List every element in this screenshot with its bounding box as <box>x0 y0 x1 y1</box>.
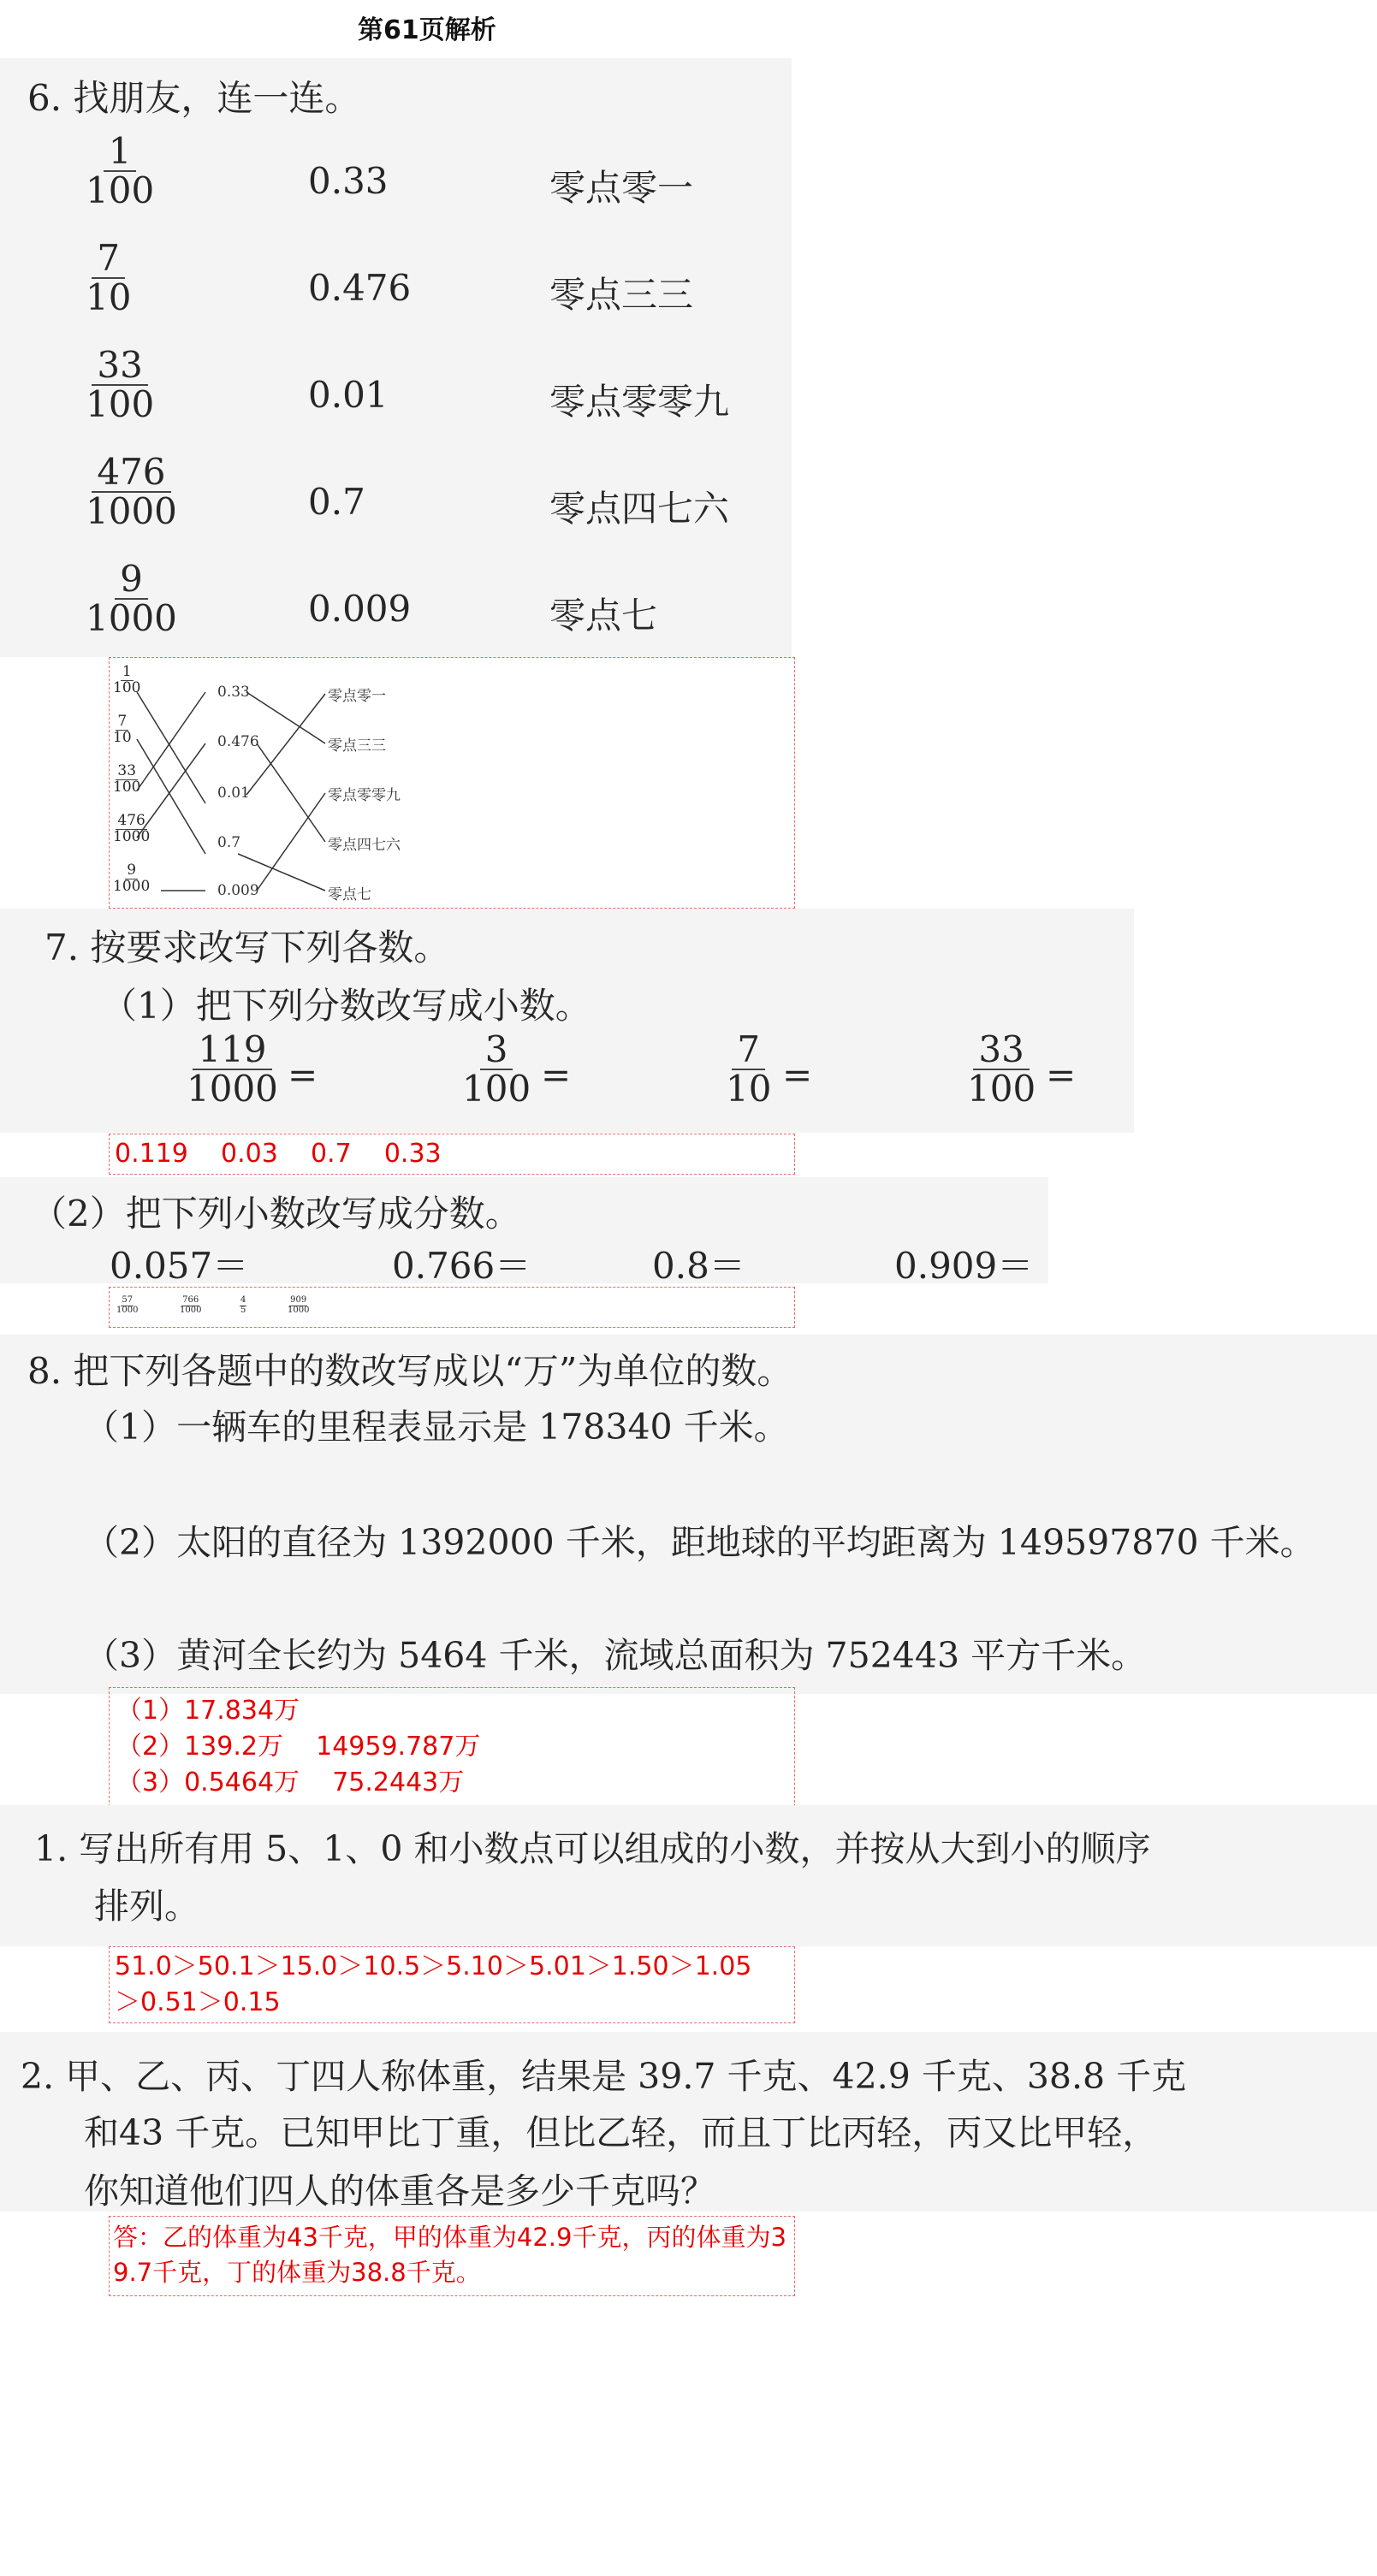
q8-title: 8. 把下列各题中的数改写成以“万”为单位的数。 <box>27 1350 793 1392</box>
line-dec1-read2 <box>246 692 325 743</box>
mini-fraction-3-numerator: 33 <box>117 762 137 779</box>
mini-reading-4: 零点四七六 <box>328 837 401 854</box>
page-title: 第61页解析 <box>358 15 496 45</box>
q7-part1-answer: 0.119 0.03 0.7 0.33 <box>115 1139 442 1169</box>
q6-fraction-5-numerator: 9 <box>115 560 148 600</box>
p1-text-line1: 1. 写出所有用 5、1、0 和小数点可以组成的小数，并按从大到小的顺序 <box>34 1828 1151 1869</box>
q7-part1-equals-3: = <box>782 1054 813 1096</box>
mini-fraction-2-numerator: 7 <box>117 713 128 730</box>
q8-answer-box <box>109 1687 795 1807</box>
q6-title: 6. 找朋友，连一连。 <box>27 77 361 119</box>
line-dec4-read5 <box>238 854 325 891</box>
mini-fraction-3-denominator: 100 <box>113 778 141 796</box>
q6-fraction-3-numerator: 33 <box>92 346 147 386</box>
q7-part2-answer-2-denominator: 1000 <box>180 1305 202 1315</box>
q6-fraction-1-denominator: 100 <box>86 169 155 212</box>
q8-item-1: （1）一辆车的里程表显示是 178340 千米。 <box>84 1406 789 1448</box>
q7-part2-answer-1 <box>116 1296 138 1315</box>
q6-fraction-5 <box>86 558 177 640</box>
q7-part1-fraction-4 <box>967 1028 1036 1110</box>
q6-fraction-2 <box>86 237 132 319</box>
p1-answer-box <box>109 1946 795 2023</box>
mini-decimal-4: 0.7 <box>217 834 241 851</box>
q6-fraction-3 <box>86 344 155 426</box>
q7-part2-item-2: 0.766＝ <box>392 1245 531 1287</box>
q6-reading-2: 零点三三 <box>549 274 694 316</box>
q7-part1-fraction-1-denominator: 1000 <box>187 1068 278 1110</box>
q6-reading-3: 零点零零九 <box>549 381 730 423</box>
mini-reading-5: 零点七 <box>328 886 371 903</box>
q7-part1-fraction-4-numerator: 33 <box>973 1031 1029 1070</box>
q7-part1-equals-2: = <box>541 1054 572 1096</box>
q7-part2-item-1: 0.057＝ <box>110 1245 249 1287</box>
p1-answer-line1: 51.0＞50.1＞15.0＞10.5＞5.10＞5.01＞1.50＞1.05 <box>115 1951 752 1981</box>
q7-part2-label: （2）把下列小数改写成分数。 <box>31 1193 521 1235</box>
q6-decimal-3: 0.01 <box>308 374 389 416</box>
p1-text-line2: 排列。 <box>94 1886 199 1927</box>
q6-decimal-4: 0.7 <box>308 481 365 523</box>
mini-decimal-3: 0.01 <box>217 785 250 802</box>
q7-part1-fraction-2-numerator: 3 <box>480 1031 513 1070</box>
mini-fraction-1-denominator: 100 <box>113 678 141 696</box>
q7-part1-fraction-1 <box>187 1028 278 1110</box>
q7-part1-fraction-4-denominator: 100 <box>967 1068 1036 1110</box>
q6-fraction-1-numerator: 1 <box>104 133 137 172</box>
line-frac3-dec1 <box>137 692 205 791</box>
q7-part2-answer-4-denominator: 1000 <box>288 1305 310 1315</box>
q7-part1-fraction-2 <box>462 1028 531 1110</box>
mini-fraction-4-denominator: 1000 <box>113 827 151 845</box>
p2-text-line2: 和43 千克。已知甲比丁重，但比乙轻，而且丁比丙轻，丙又比甲轻， <box>84 2112 1158 2153</box>
q8-item-3: （3）黄河全长约为 5464 千米，流域总面积为 752443 平方千米。 <box>84 1635 1147 1676</box>
q6-answer-box <box>109 657 795 909</box>
q6-fraction-3-denominator: 100 <box>86 383 155 426</box>
q6-fraction-1 <box>86 130 155 212</box>
mini-fraction-2-denominator: 10 <box>113 728 132 746</box>
q7-part1-fraction-3 <box>726 1028 772 1110</box>
mini-decimal-1: 0.33 <box>217 684 250 701</box>
q6-decimal-2: 0.476 <box>308 267 412 309</box>
q7-part2-answer-2 <box>180 1296 201 1315</box>
line-frac2-dec4 <box>137 739 205 854</box>
q7-part2-answer-4-numerator: 909 <box>290 1295 307 1305</box>
mini-fraction-1-numerator: 1 <box>122 663 132 680</box>
mini-fraction-4-numerator: 476 <box>117 812 145 829</box>
q7-part1-fraction-3-denominator: 10 <box>726 1068 772 1110</box>
q7-part2-answer-3-denominator: 5 <box>240 1305 246 1315</box>
q7-part1-fraction-1-numerator: 119 <box>193 1031 271 1070</box>
q7-part1-label: （1）把下列分数改写成小数。 <box>101 985 591 1027</box>
q7-part2-answer-2-numerator: 766 <box>182 1295 199 1305</box>
q7-part1-fraction-3-numerator: 7 <box>732 1031 765 1070</box>
q6-reading-1: 零点零一 <box>549 167 694 209</box>
q6-decimal-5: 0.009 <box>308 588 412 630</box>
p2-answer: 答：乙的体重为43千克，甲的体重为42.9千克，丙的体重为39.7千克，丁的体重为38.8千克。 <box>113 2223 786 2287</box>
q6-fraction-4 <box>86 451 177 533</box>
q6-fraction-4-denominator: 1000 <box>86 490 177 533</box>
q8-answer-3: （3）0.5464万 75.2443万 <box>116 1768 465 1797</box>
q7-part1-equals-4: = <box>1046 1054 1077 1096</box>
mini-decimal-5: 0.009 <box>217 882 259 899</box>
mini-decimal-2: 0.476 <box>217 733 259 750</box>
p2-text-line3: 你知道他们四人的体重各是多少千克吗？ <box>84 2170 715 2212</box>
q7-part2-answer-3-numerator: 4 <box>240 1295 246 1305</box>
mini-fraction-5-numerator: 9 <box>127 862 137 879</box>
q7-part1-answer-box <box>109 1134 795 1175</box>
q6-fraction-2-numerator: 7 <box>92 240 125 279</box>
q7-part2-answer-box <box>109 1287 795 1328</box>
q7-part1-fraction-2-denominator: 100 <box>462 1068 531 1110</box>
mini-fraction-5-denominator: 1000 <box>113 877 151 895</box>
mini-reading-3: 零点零零九 <box>328 787 401 804</box>
p1-answer-line2: ＞0.51＞0.15 <box>115 1987 281 2017</box>
q7-part2-item-4: 0.909＝ <box>894 1245 1034 1287</box>
mini-reading-2: 零点三三 <box>328 737 386 755</box>
q6-decimal-1: 0.33 <box>308 160 389 202</box>
q6-reading-5: 零点七 <box>549 595 658 637</box>
mini-reading-1: 零点零一 <box>328 688 386 705</box>
q7-part2-answer-1-denominator: 1000 <box>116 1305 139 1315</box>
q6-fraction-5-denominator: 1000 <box>86 597 177 640</box>
q7-part2-answer-4 <box>288 1296 309 1315</box>
q6-fraction-4-numerator: 476 <box>92 453 170 493</box>
line-frac1-dec3 <box>137 692 205 803</box>
q8-item-2: （2）太阳的直径为 1392000 千米，距地球的平均距离为 149597870 千米。 <box>84 1522 1315 1563</box>
p2-text-line1: 2. 甲、乙、丙、丁四人称体重，结果是 39.7 千克、42.9 千克、38.8 千克 <box>21 2056 1187 2097</box>
q8-answer-2: （2）139.2万 14959.787万 <box>116 1732 481 1762</box>
line-dec2-read4 <box>257 743 325 842</box>
q7-part2-answer-3 <box>240 1296 246 1315</box>
q6-fraction-2-denominator: 10 <box>86 276 132 319</box>
p2-answer-box <box>109 2216 795 2296</box>
q8-answer-1: （1）17.834万 <box>116 1696 300 1726</box>
line-dec3-read1 <box>246 694 325 795</box>
q6-reading-4: 零点四七六 <box>549 488 730 530</box>
q7-part2-item-3: 0.8＝ <box>652 1245 745 1287</box>
q7-title: 7. 按要求改写下列各数。 <box>45 927 450 968</box>
q7-part2-answer-1-numerator: 57 <box>122 1295 134 1305</box>
q7-part1-equals-1: = <box>288 1054 318 1096</box>
q6-connection-lines <box>110 658 537 908</box>
